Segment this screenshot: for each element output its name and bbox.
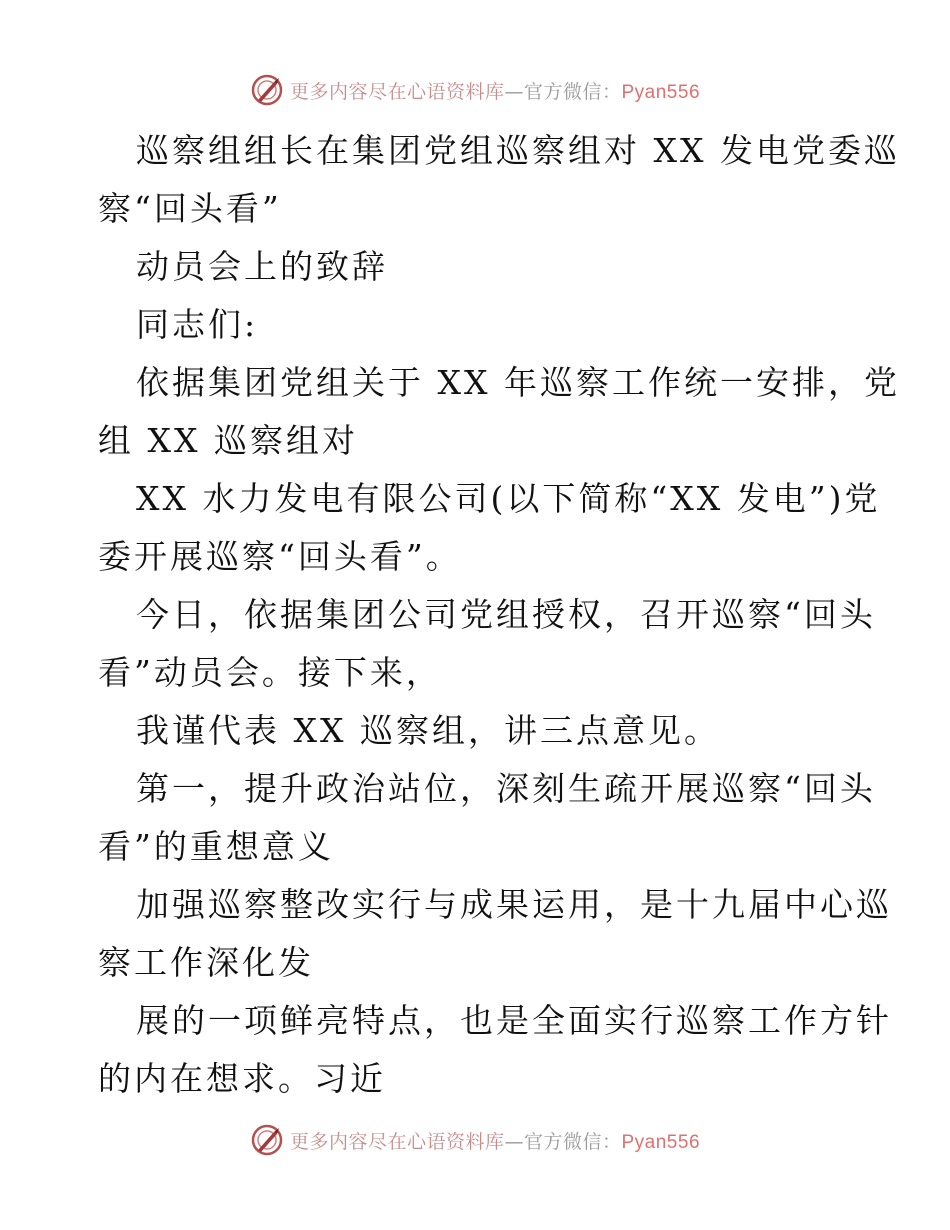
watermark-separator: — (504, 80, 524, 103)
watermark-brand: 更多内容尽在心语资料库 (289, 80, 505, 103)
paragraph-line: 察工作深化发 (98, 943, 314, 982)
paragraph-line: 察“回头看” (98, 189, 282, 228)
document-body (98, 122, 900, 1108)
paragraph-line: 我谨代表 XX 巡察组，讲三点意见。 (136, 711, 720, 750)
watermark-wechat-id: Pyan556 (621, 1131, 701, 1153)
paragraph-line: 看”的重想意义 (98, 827, 334, 866)
footer-watermark (0, 1120, 950, 1160)
paragraph-line: XX 水力发电有限公司(以下简称“XX 发电”)党 (136, 479, 881, 518)
watermark-text (290, 77, 700, 104)
watermark-brand: 更多内容尽在心语资料库 (289, 1130, 505, 1153)
quill-logo-icon (250, 73, 284, 107)
watermark-text (290, 1127, 700, 1154)
watermark-wechat-id: Pyan556 (621, 81, 701, 103)
paragraph-line: 看”动员会。接下来， (98, 653, 442, 692)
header-watermark (0, 70, 950, 110)
paragraph-line: 的内在想求。习近 (98, 1059, 386, 1098)
quill-logo-icon (250, 1123, 284, 1157)
paragraph-line: 委开展巡察“回头看”。 (98, 537, 462, 576)
paragraph-line: 组 XX 巡察组对 (98, 421, 358, 460)
watermark-wechat-label: 官方微信： (523, 80, 622, 103)
paragraph-line: 巡察组组长在集团党组巡察组对 XX 发电党委巡 (136, 131, 900, 170)
watermark-separator: — (504, 1130, 524, 1153)
paragraph-line: 同志们: (136, 305, 259, 344)
paragraph-line: 展的一项鲜亮特点，也是全面实行巡察工作方针 (136, 1001, 892, 1040)
watermark-wechat-label: 官方微信： (523, 1130, 622, 1153)
paragraph-line: 动员会上的致辞 (136, 247, 388, 286)
paragraph-line: 依据集团党组关于 XX 年巡察工作统一安排，党 (136, 363, 900, 402)
paragraph-line: 加强巡察整改实行与成果运用，是十九届中心巡 (136, 885, 892, 924)
paragraph-line: 今日，依据集团公司党组授权，召开巡察“回头 (136, 595, 876, 634)
paragraph-line: 第一，提升政治站位，深刻生疏开展巡察“回头 (136, 769, 876, 808)
